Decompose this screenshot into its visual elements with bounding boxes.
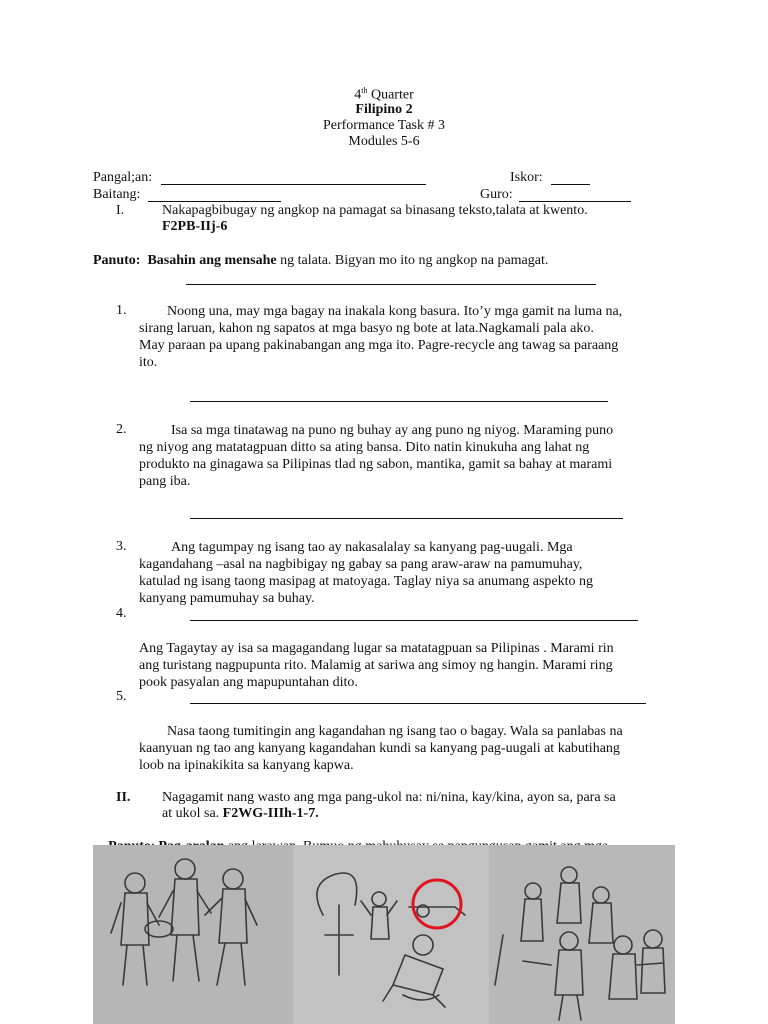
item-3-paragraph [139, 539, 679, 607]
section-2-line-1: Nagagamit nang wasto ang mga pang-ukol na: ni/nina, kay/kina, ayon sa, para sa [162, 790, 616, 805]
item-4-paragraph [139, 640, 679, 691]
grade-blank[interactable] [148, 201, 281, 202]
title-answer-line[interactable] [186, 284, 596, 285]
item-4-line: pook pasyalan ang mapupuntahan dito. [139, 675, 358, 690]
item-2-paragraph [139, 422, 679, 490]
section-1-code: F2PB-IIj-6 [162, 219, 228, 234]
item-1-line: May paraan pa upang pakinabangan ang mga ito. Pagre-recycle ang tawag sa paraang [139, 338, 619, 353]
item-1-line: sirang laruan, kahon ng sapatos at mga basyo ng bote at lata.Nagkamali pala ako. [139, 321, 594, 336]
item-4-line: ang turistang nagpupunta rito. Malamig at sariwa ang simoy ng hangin. Marami ring [139, 658, 613, 673]
instruction-1-rest: ng talata. Bigyan mo ito ng angkop na pamagat. [276, 253, 549, 268]
quarter-number: 4 [354, 87, 362, 103]
item-2-line: pang iba. [139, 474, 191, 489]
item-2-line: Isa sa mga tinatawag na puno ng buhay ay ang puno ng niyog. Maraming puno [171, 423, 614, 438]
scene-illustration-photo [93, 845, 675, 1024]
section-1-numeral: I. [116, 203, 125, 218]
modules-title: Modules 5-6 [348, 134, 420, 149]
section-2-numeral: II. [116, 790, 131, 805]
item-2-line: ng niyog ang matatagpuan ditto sa ating bansa. Dito natin kinukuha ang lahat ng [139, 440, 590, 455]
item-2-answer-line[interactable] [190, 518, 623, 519]
section-2-line-2-text: at ukol sa. [162, 806, 220, 821]
instruction-1-bold: Basahin ang mensahe [147, 253, 277, 268]
subject-title: Filipino 2 [355, 102, 413, 117]
item-3-number: 3. [116, 539, 127, 554]
teacher-label: Guro: [480, 187, 513, 202]
item-5-line: kaanyuan ng tao ang kanyang kagandahan kundi sa kanyang pag-uugali at kabutihang [139, 741, 620, 756]
score-label: Iskor: [510, 170, 543, 185]
task-title: Performance Task # 3 [322, 118, 445, 133]
item-5-line: Nasa taong tumitingin ang kagandahan ng isang tao o bagay. Wala sa panlabas na [167, 724, 623, 739]
item-3-line: kanyang pamumuhay sa buhay. [139, 591, 315, 606]
item-1-line: Noong una, may mga bagay na inakala kong basura. Ito’y mga gamit na luma na, [167, 304, 623, 319]
item-5-number: 5. [116, 689, 127, 704]
item-4-line: Ang Tagaytay ay isa sa magagandang lugar sa matatagpuan sa Pilipinas . Marami rin [139, 641, 614, 656]
section-2-line-2 [162, 806, 319, 822]
quarter-word: Quarter [370, 87, 414, 103]
teacher-blank[interactable] [519, 201, 631, 202]
item-3-line: Ang tagumpay ng isang tao ay nakasalalay sa kanyang pag-uugali. Mga [171, 540, 573, 555]
name-blank[interactable] [161, 184, 426, 185]
item-3-answer-line[interactable] [190, 620, 638, 621]
item-4-answer-line[interactable] [190, 703, 646, 704]
section-2-code: F2WG-IIIh-1-7. [222, 806, 319, 821]
score-blank[interactable] [551, 184, 590, 185]
item-4-number: 4. [116, 606, 127, 621]
quarter-superscript: th [361, 86, 368, 95]
quarter-heading [0, 86, 768, 104]
item-3-line: kagandahang –asal na nagbibigay ng gabay sa pang araw-araw na pamumuhay, [139, 557, 583, 572]
name-label: Pangal;an: [93, 170, 153, 185]
item-5-line: loob na ipinakikita sa kanyang kapwa. [139, 758, 354, 773]
grade-label: Baitang: [93, 187, 141, 202]
item-2-number: 2. [116, 422, 127, 437]
item-5-paragraph [139, 723, 679, 774]
scene-illustration [93, 845, 675, 1024]
instruction-1-label: Panuto: [93, 253, 141, 268]
item-1-line: ito. [139, 355, 158, 370]
item-2-line: produkto na ginagawa sa Pilipinas tlad ng sabon, mantika, gamit sa bahay at marami [139, 457, 613, 472]
section-1-text: Nakapagbibugay ng angkop na pamagat sa binasang teksto,talata at kwento. [162, 203, 588, 218]
item-1-paragraph [139, 303, 679, 371]
item-1-number: 1. [116, 303, 127, 318]
item-3-line: katulad ng isang taong masipag at matoyaga. Taglay niya sa anumang aspekto ng [139, 574, 594, 589]
instruction-1 [93, 253, 548, 269]
item-1-answer-line[interactable] [190, 401, 608, 402]
